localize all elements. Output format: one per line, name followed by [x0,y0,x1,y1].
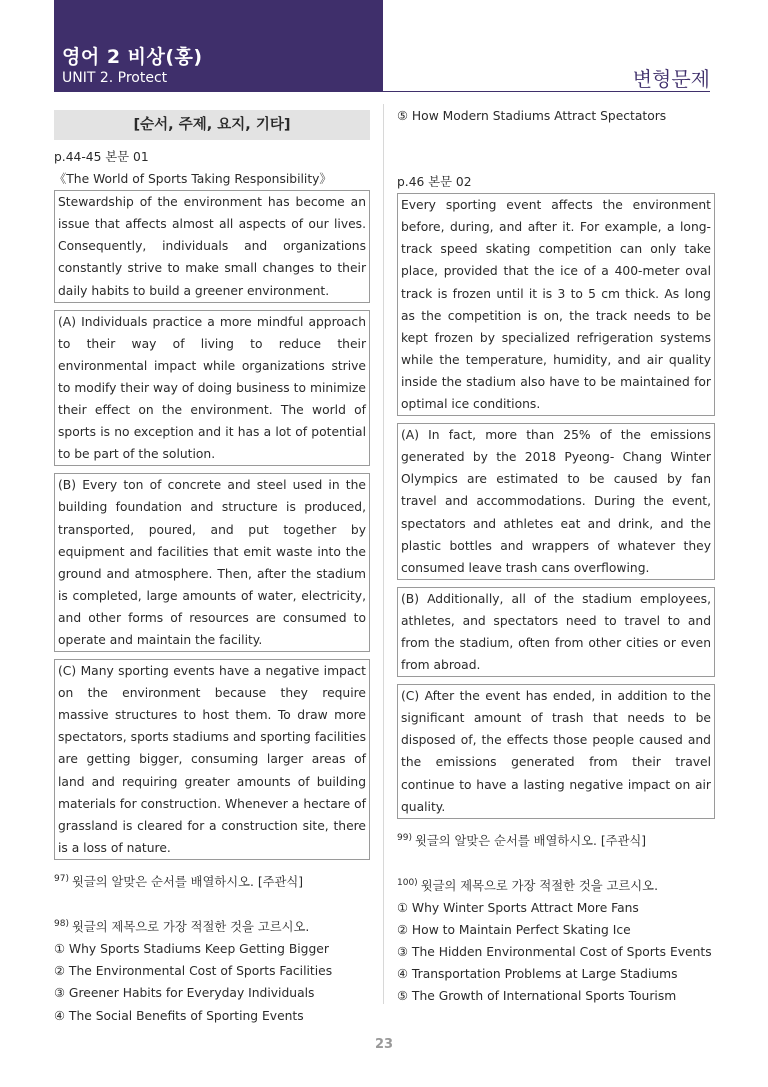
page-reference: p.44-45 본문 01 [54,150,149,164]
passage-part-c: (C) Many sporting events have a negative impact on the environment because they require massive structures to host them. To draw more spectators, sports stadiums and sporting facilities are getting bigger, consuming larger areas of land and requiring greater amounts of building materials for construction. Whenever a hectare of grassland is cleared for a construction site, there is a loss of nature. [54,659,370,860]
question-97 [54,868,370,893]
right-column [397,105,715,1008]
answer-option: ③ Greener Habits for Everyday Individuals [54,986,315,1001]
passage-part-b: (B) Additionally, all of the stadium employees, athletes, and spectators need to travel to and from the stadium, often from other cities or even from abroad. [397,587,715,677]
unit-label: UNIT 2. Protect [62,70,168,86]
question-number: 97) [54,873,69,884]
question-number: 98) [54,919,69,930]
question-number: 99) [397,832,412,843]
question-text: 윗글의 제목으로 가장 적절한 것을 고르시오. [71,920,310,935]
passage-intro: Every sporting event affects the environment before, during, and after it. For example, a long-track speed skating competition can only take place, provided that the ice of a 400-meter oval track is frozen until it is 3 to 5 cm thick. As long as the competition is on, the track needs to be kept frozen by specialized refrigeration systems while the temperature, humidity, and air quality inside the stadium also have to be maintained for optimal ice conditions. [397,193,715,416]
answer-option: ⑤ How Modern Stadiums Attract Spectators [397,109,667,123]
question-99 [397,827,715,852]
passage-part-c: (C) After the event has ended, in addition to the significant amount of trash that needs to be disposed of, the effects those people caused and the emissions generated from their travel continue to have a lasting negative impact on air quality. [397,684,715,819]
passage-intro: Stewardship of the environment has become an issue that affects almost all aspects of our lives. Consequently, individuals and organizations constantly strive to make small changes to their daily habits to build a greener environment. [54,190,370,302]
question-text: 윗글의 알맞은 순서를 배열하시오. [주관식] [71,875,304,889]
answer-option: ③ The Hidden Environmental Cost of Sports Events [397,945,712,960]
answer-option: ④ The Social Benefits of Sporting Events [54,1008,304,1023]
question-text: 윗글의 알맞은 순서를 배열하시오. [주관식] [414,833,647,848]
passage-part-a: (A) In fact, more than 25% of the emissions generated by the 2018 Pyeong- Chang Winter Olympics are estimated to be caused by fan travel and accommodations. During the event, spectators and athletes eat and drink, and the plastic bottles and wrappers of whatever they consumed leave trash cans overflowing. [397,423,715,580]
question-98 [54,913,370,938]
answer-option: ② The Environmental Cost of Sports Facilities [54,964,333,979]
book-title: 영어 2 비상(홍) [62,46,203,68]
column-divider [383,104,384,1004]
question-number: 100) [397,877,418,888]
page-number: 23 [374,1037,394,1052]
left-column [54,110,370,1027]
answer-option: ⑤ The Growth of International Sports Tourism [397,989,677,1004]
category-banner: [순서, 주제, 요지, 기타] [54,110,370,140]
passage-title: 《The World of Sports Taking Responsibility》 [54,172,332,187]
section-label: 변형문제 [632,67,710,91]
page-reference: p.46 본문 02 [397,175,472,190]
answer-option: ① Why Sports Stadiums Keep Getting Bigger [54,942,329,957]
passage-part-a: (A) Individuals practice a more mindful approach to their way of living to reduce their environmental impact while organizations strive to modify their way of doing business to minimize their effect on the environment. The world of sports is no exception and it has a lot of potential to be part of the solution. [54,310,370,467]
answer-option: ① Why Winter Sports Attract More Fans [397,901,639,916]
answer-option: ② How to Maintain Perfect Skating Ice [397,923,631,938]
header-rule [383,91,710,92]
passage-part-b: (B) Every ton of concrete and steel used in the building foundation and structure is produced, transported, poured, and put together by equipment and facilities that emit waste into the ground and atmosphere. Then, after the stadium is completed, large amounts of water, electricity, and other forms of resources are consumed to operate and maintain the facility. [54,473,370,652]
question-text: 윗글의 제목으로 가장 적절한 것을 고르시오. [420,879,658,893]
answer-option: ④ Transportation Problems at Large Stadiums [397,967,678,982]
question-100 [397,872,715,897]
